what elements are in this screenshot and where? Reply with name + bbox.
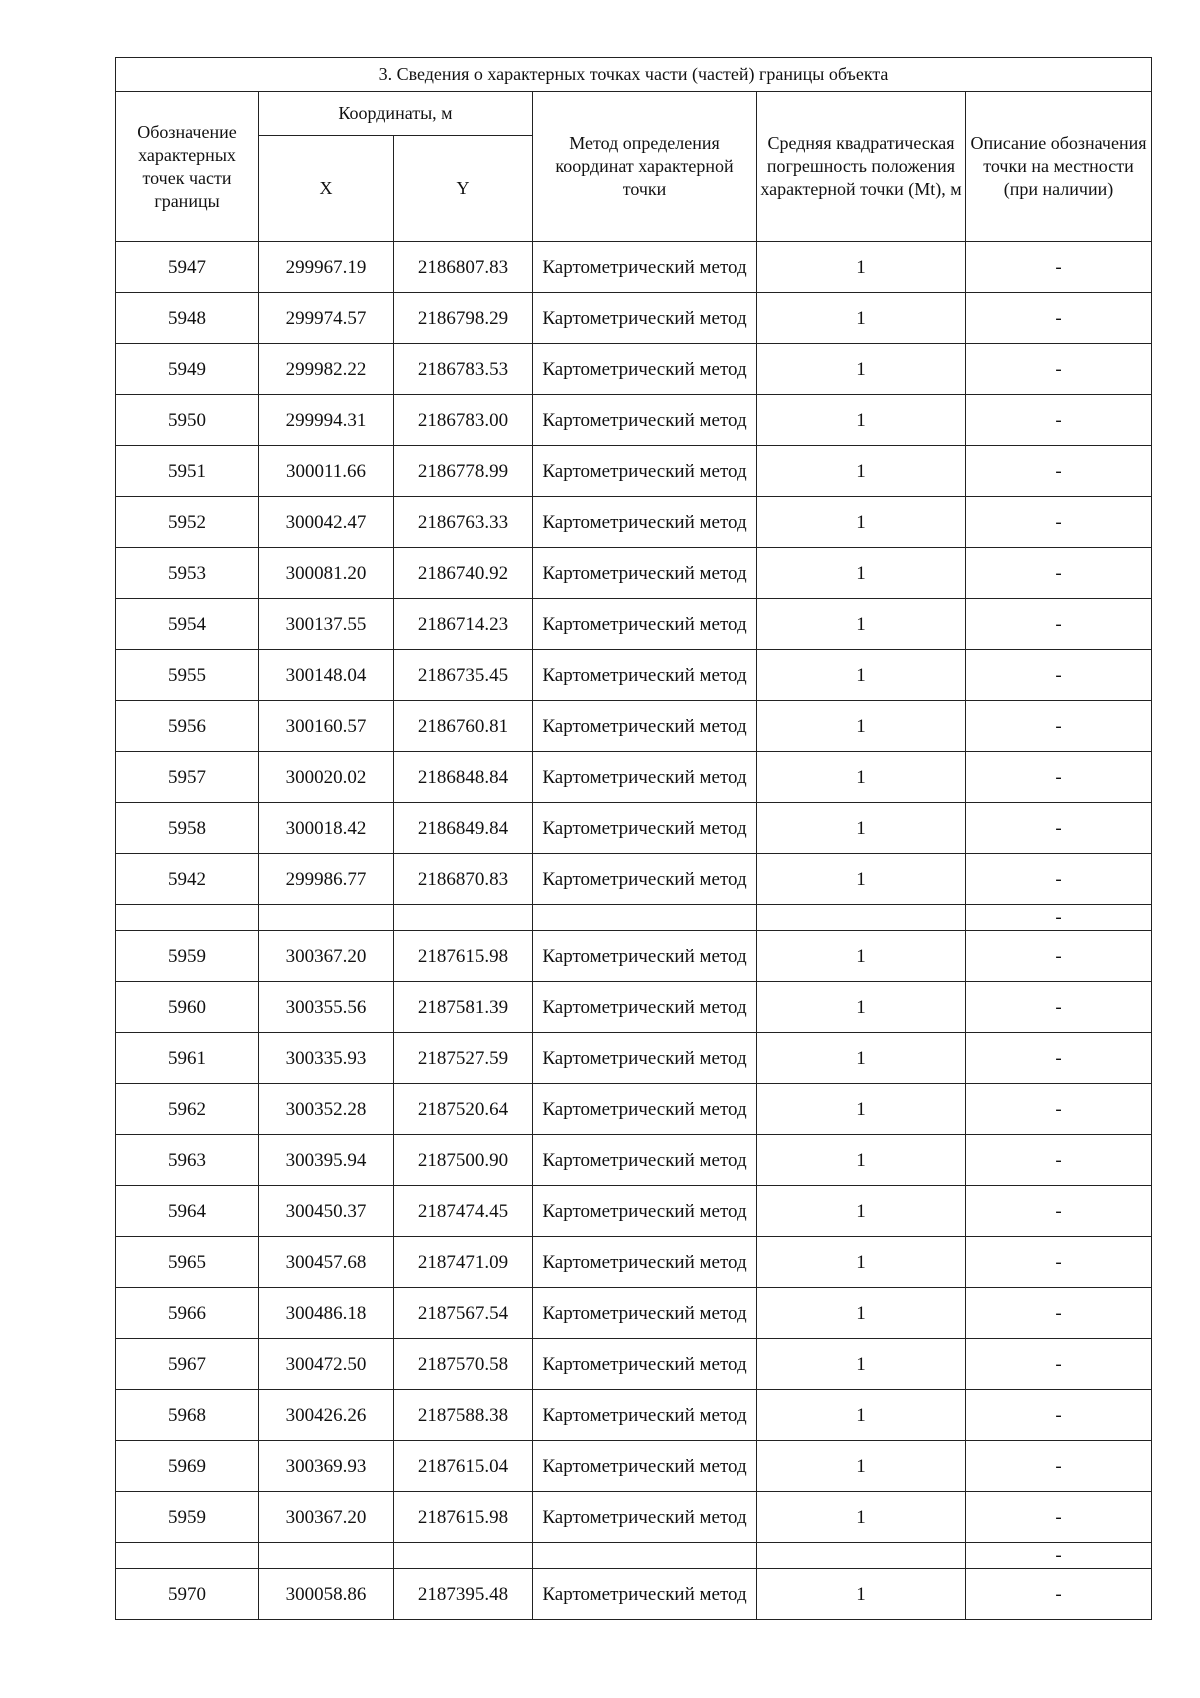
cell-x: 300486.18 xyxy=(259,1288,394,1339)
cell-accuracy: 1 xyxy=(757,1084,966,1135)
cell-point-id: 5969 xyxy=(116,1441,259,1492)
table-row xyxy=(116,1339,1152,1390)
cell-method: Картометрический метод xyxy=(533,1441,757,1492)
header-accuracy: Средняя квадратическая погрешность положения характерной точки (Mt), м xyxy=(757,92,966,242)
cell-y: 2186735.45 xyxy=(394,650,533,701)
cell-accuracy: 1 xyxy=(757,293,966,344)
table-row xyxy=(116,650,1152,701)
table-row xyxy=(116,1492,1152,1543)
table-row xyxy=(116,497,1152,548)
cell-point-id: 5966 xyxy=(116,1288,259,1339)
cell-y: 2187474.45 xyxy=(394,1186,533,1237)
cell-method: Картометрический метод xyxy=(533,1237,757,1288)
cell-method: Картометрический метод xyxy=(533,242,757,293)
table-row xyxy=(116,395,1152,446)
cell-y: 2186870.83 xyxy=(394,854,533,905)
cell-description: - xyxy=(966,548,1152,599)
cell-accuracy xyxy=(757,1543,966,1569)
cell-accuracy: 1 xyxy=(757,1033,966,1084)
cell-x: 300020.02 xyxy=(259,752,394,803)
cell-accuracy: 1 xyxy=(757,701,966,752)
cell-x: 300426.26 xyxy=(259,1390,394,1441)
cell-x: 299974.57 xyxy=(259,293,394,344)
cell-method: Картометрический метод xyxy=(533,803,757,854)
cell-method: Картометрический метод xyxy=(533,1288,757,1339)
cell-accuracy: 1 xyxy=(757,1135,966,1186)
cell-y: 2186849.84 xyxy=(394,803,533,854)
cell-description: - xyxy=(966,982,1152,1033)
cell-point-id: 5948 xyxy=(116,293,259,344)
cell-point-id: 5957 xyxy=(116,752,259,803)
table-row xyxy=(116,1543,1152,1569)
cell-x: 300369.93 xyxy=(259,1441,394,1492)
cell-description: - xyxy=(966,1441,1152,1492)
table-row xyxy=(116,1288,1152,1339)
cell-x: 300457.68 xyxy=(259,1237,394,1288)
cell-y: 2187520.64 xyxy=(394,1084,533,1135)
cell-y: 2187395.48 xyxy=(394,1569,533,1620)
cell-point-id: 5965 xyxy=(116,1237,259,1288)
cell-description: - xyxy=(966,599,1152,650)
table-row xyxy=(116,1390,1152,1441)
cell-description: - xyxy=(966,931,1152,982)
cell-y: 2186760.81 xyxy=(394,701,533,752)
cell-method: Картометрический метод xyxy=(533,599,757,650)
cell-point-id: 5942 xyxy=(116,854,259,905)
cell-description: - xyxy=(966,1390,1152,1441)
cell-description: - xyxy=(966,650,1152,701)
cell-method: Картометрический метод xyxy=(533,1186,757,1237)
cell-point-id: 5959 xyxy=(116,1492,259,1543)
cell-x: 299967.19 xyxy=(259,242,394,293)
cell-x: 300018.42 xyxy=(259,803,394,854)
cell-x: 299982.22 xyxy=(259,344,394,395)
cell-x: 300355.56 xyxy=(259,982,394,1033)
cell-accuracy: 1 xyxy=(757,1441,966,1492)
cell-point-id: 5951 xyxy=(116,446,259,497)
cell-y: 2187471.09 xyxy=(394,1237,533,1288)
cell-y: 2186763.33 xyxy=(394,497,533,548)
cell-y: 2186798.29 xyxy=(394,293,533,344)
cell-point-id: 5953 xyxy=(116,548,259,599)
cell-x: 300352.28 xyxy=(259,1084,394,1135)
cell-y: 2187527.59 xyxy=(394,1033,533,1084)
cell-description: - xyxy=(966,1084,1152,1135)
cell-description: - xyxy=(966,701,1152,752)
cell-accuracy: 1 xyxy=(757,497,966,548)
cell-description: - xyxy=(966,1237,1152,1288)
cell-method: Картометрический метод xyxy=(533,548,757,599)
cell-description: - xyxy=(966,446,1152,497)
cell-y: 2186740.92 xyxy=(394,548,533,599)
cell-x: 300058.86 xyxy=(259,1569,394,1620)
cell-x: 300011.66 xyxy=(259,446,394,497)
cell-description: - xyxy=(966,1339,1152,1390)
cell-x: 300081.20 xyxy=(259,548,394,599)
cell-point-id: 5968 xyxy=(116,1390,259,1441)
table-row xyxy=(116,752,1152,803)
cell-point-id: 5952 xyxy=(116,497,259,548)
header-y: Y xyxy=(394,136,533,242)
cell-accuracy: 1 xyxy=(757,650,966,701)
cell-accuracy: 1 xyxy=(757,548,966,599)
cell-description: - xyxy=(966,854,1152,905)
cell-accuracy: 1 xyxy=(757,1569,966,1620)
cell-y: 2187567.54 xyxy=(394,1288,533,1339)
cell-y: 2187615.98 xyxy=(394,1492,533,1543)
cell-y: 2186778.99 xyxy=(394,446,533,497)
cell-accuracy: 1 xyxy=(757,1288,966,1339)
cell-y: 2187588.38 xyxy=(394,1390,533,1441)
cell-description: - xyxy=(966,344,1152,395)
cell-method xyxy=(533,1543,757,1569)
cell-method: Картометрический метод xyxy=(533,293,757,344)
cell-point-id: 5962 xyxy=(116,1084,259,1135)
cell-y xyxy=(394,905,533,931)
header-point-designation: Обозначение характерных точек части границы xyxy=(116,92,259,242)
cell-accuracy: 1 xyxy=(757,599,966,650)
cell-y: 2187615.98 xyxy=(394,931,533,982)
cell-accuracy: 1 xyxy=(757,344,966,395)
cell-method: Картометрический метод xyxy=(533,497,757,548)
cell-accuracy: 1 xyxy=(757,1339,966,1390)
cell-method xyxy=(533,905,757,931)
cell-method: Картометрический метод xyxy=(533,752,757,803)
cell-point-id: 5960 xyxy=(116,982,259,1033)
cell-description: - xyxy=(966,293,1152,344)
table-row xyxy=(116,854,1152,905)
cell-point-id: 5949 xyxy=(116,344,259,395)
table-row xyxy=(116,446,1152,497)
cell-x: 300367.20 xyxy=(259,1492,394,1543)
table-row xyxy=(116,1186,1152,1237)
table-row xyxy=(116,931,1152,982)
cell-x xyxy=(259,1543,394,1569)
table-row xyxy=(116,344,1152,395)
cell-description: - xyxy=(966,1492,1152,1543)
cell-method: Картометрический метод xyxy=(533,982,757,1033)
cell-description: - xyxy=(966,242,1152,293)
cell-method: Картометрический метод xyxy=(533,1339,757,1390)
cell-point-id: 5964 xyxy=(116,1186,259,1237)
cell-point-id xyxy=(116,905,259,931)
cell-method: Картометрический метод xyxy=(533,446,757,497)
table-row xyxy=(116,293,1152,344)
table-row xyxy=(116,599,1152,650)
cell-method: Картометрический метод xyxy=(533,1569,757,1620)
cell-method: Картометрический метод xyxy=(533,701,757,752)
cell-point-id: 5950 xyxy=(116,395,259,446)
cell-y: 2187615.04 xyxy=(394,1441,533,1492)
points-table xyxy=(115,57,1152,1620)
cell-point-id xyxy=(116,1543,259,1569)
cell-description: - xyxy=(966,752,1152,803)
cell-accuracy: 1 xyxy=(757,1492,966,1543)
cell-x: 299994.31 xyxy=(259,395,394,446)
cell-point-id: 5958 xyxy=(116,803,259,854)
cell-description: - xyxy=(966,803,1152,854)
cell-x: 300148.04 xyxy=(259,650,394,701)
table-row xyxy=(116,242,1152,293)
header-x: X xyxy=(259,136,394,242)
cell-x xyxy=(259,905,394,931)
cell-method: Картометрический метод xyxy=(533,650,757,701)
cell-x: 300137.55 xyxy=(259,599,394,650)
table-header xyxy=(116,58,1152,242)
cell-accuracy: 1 xyxy=(757,982,966,1033)
cell-y: 2187500.90 xyxy=(394,1135,533,1186)
cell-y xyxy=(394,1543,533,1569)
table-row xyxy=(116,1135,1152,1186)
cell-x: 300042.47 xyxy=(259,497,394,548)
cell-accuracy: 1 xyxy=(757,395,966,446)
cell-description: - xyxy=(966,1569,1152,1620)
table-body xyxy=(116,242,1152,1620)
cell-accuracy: 1 xyxy=(757,242,966,293)
table-row xyxy=(116,1084,1152,1135)
cell-x: 300450.37 xyxy=(259,1186,394,1237)
cell-point-id: 5954 xyxy=(116,599,259,650)
cell-point-id: 5955 xyxy=(116,650,259,701)
cell-description: - xyxy=(966,905,1152,931)
cell-point-id: 5956 xyxy=(116,701,259,752)
cell-x: 300367.20 xyxy=(259,931,394,982)
table-row xyxy=(116,1033,1152,1084)
cell-y: 2186714.23 xyxy=(394,599,533,650)
cell-accuracy xyxy=(757,905,966,931)
cell-y: 2187581.39 xyxy=(394,982,533,1033)
cell-description: - xyxy=(966,1543,1152,1569)
cell-accuracy: 1 xyxy=(757,752,966,803)
cell-x: 300335.93 xyxy=(259,1033,394,1084)
table-row xyxy=(116,548,1152,599)
cell-y: 2186848.84 xyxy=(394,752,533,803)
cell-x: 300472.50 xyxy=(259,1339,394,1390)
cell-point-id: 5947 xyxy=(116,242,259,293)
cell-y: 2186783.00 xyxy=(394,395,533,446)
cell-method: Картометрический метод xyxy=(533,344,757,395)
cell-point-id: 5961 xyxy=(116,1033,259,1084)
cell-x: 300160.57 xyxy=(259,701,394,752)
cell-method: Картометрический метод xyxy=(533,1135,757,1186)
cell-description: - xyxy=(966,497,1152,548)
cell-method: Картометрический метод xyxy=(533,931,757,982)
cell-accuracy: 1 xyxy=(757,854,966,905)
cell-description: - xyxy=(966,1288,1152,1339)
cell-y: 2187570.58 xyxy=(394,1339,533,1390)
cell-x: 299986.77 xyxy=(259,854,394,905)
cell-method: Картометрический метод xyxy=(533,1390,757,1441)
cell-description: - xyxy=(966,395,1152,446)
cell-accuracy: 1 xyxy=(757,1237,966,1288)
cell-method: Картометрический метод xyxy=(533,395,757,446)
cell-description: - xyxy=(966,1033,1152,1084)
header-description: Описание обозначения точки на местности (при наличии) xyxy=(966,92,1152,242)
cell-method: Картометрический метод xyxy=(533,1084,757,1135)
table-row xyxy=(116,701,1152,752)
cell-method: Картометрический метод xyxy=(533,854,757,905)
cell-accuracy: 1 xyxy=(757,803,966,854)
cell-point-id: 5970 xyxy=(116,1569,259,1620)
table-row xyxy=(116,1237,1152,1288)
table-row xyxy=(116,803,1152,854)
table-row xyxy=(116,1441,1152,1492)
cell-y: 2186807.83 xyxy=(394,242,533,293)
cell-description: - xyxy=(966,1186,1152,1237)
cell-x: 300395.94 xyxy=(259,1135,394,1186)
cell-description: - xyxy=(966,1135,1152,1186)
cell-y: 2186783.53 xyxy=(394,344,533,395)
cell-method: Картометрический метод xyxy=(533,1492,757,1543)
header-method: Метод определения координат характерной точки xyxy=(533,92,757,242)
table-row xyxy=(116,982,1152,1033)
cell-accuracy: 1 xyxy=(757,1390,966,1441)
cell-method: Картометрический метод xyxy=(533,1033,757,1084)
header-coordinates: Координаты, м xyxy=(259,92,533,136)
table-row xyxy=(116,905,1152,931)
cell-accuracy: 1 xyxy=(757,931,966,982)
cell-accuracy: 1 xyxy=(757,1186,966,1237)
cell-point-id: 5959 xyxy=(116,931,259,982)
table-row xyxy=(116,1569,1152,1620)
cell-point-id: 5963 xyxy=(116,1135,259,1186)
cell-accuracy: 1 xyxy=(757,446,966,497)
cell-point-id: 5967 xyxy=(116,1339,259,1390)
section-title: 3. Сведения о характерных точках части (частей) границы объекта xyxy=(116,58,1152,92)
